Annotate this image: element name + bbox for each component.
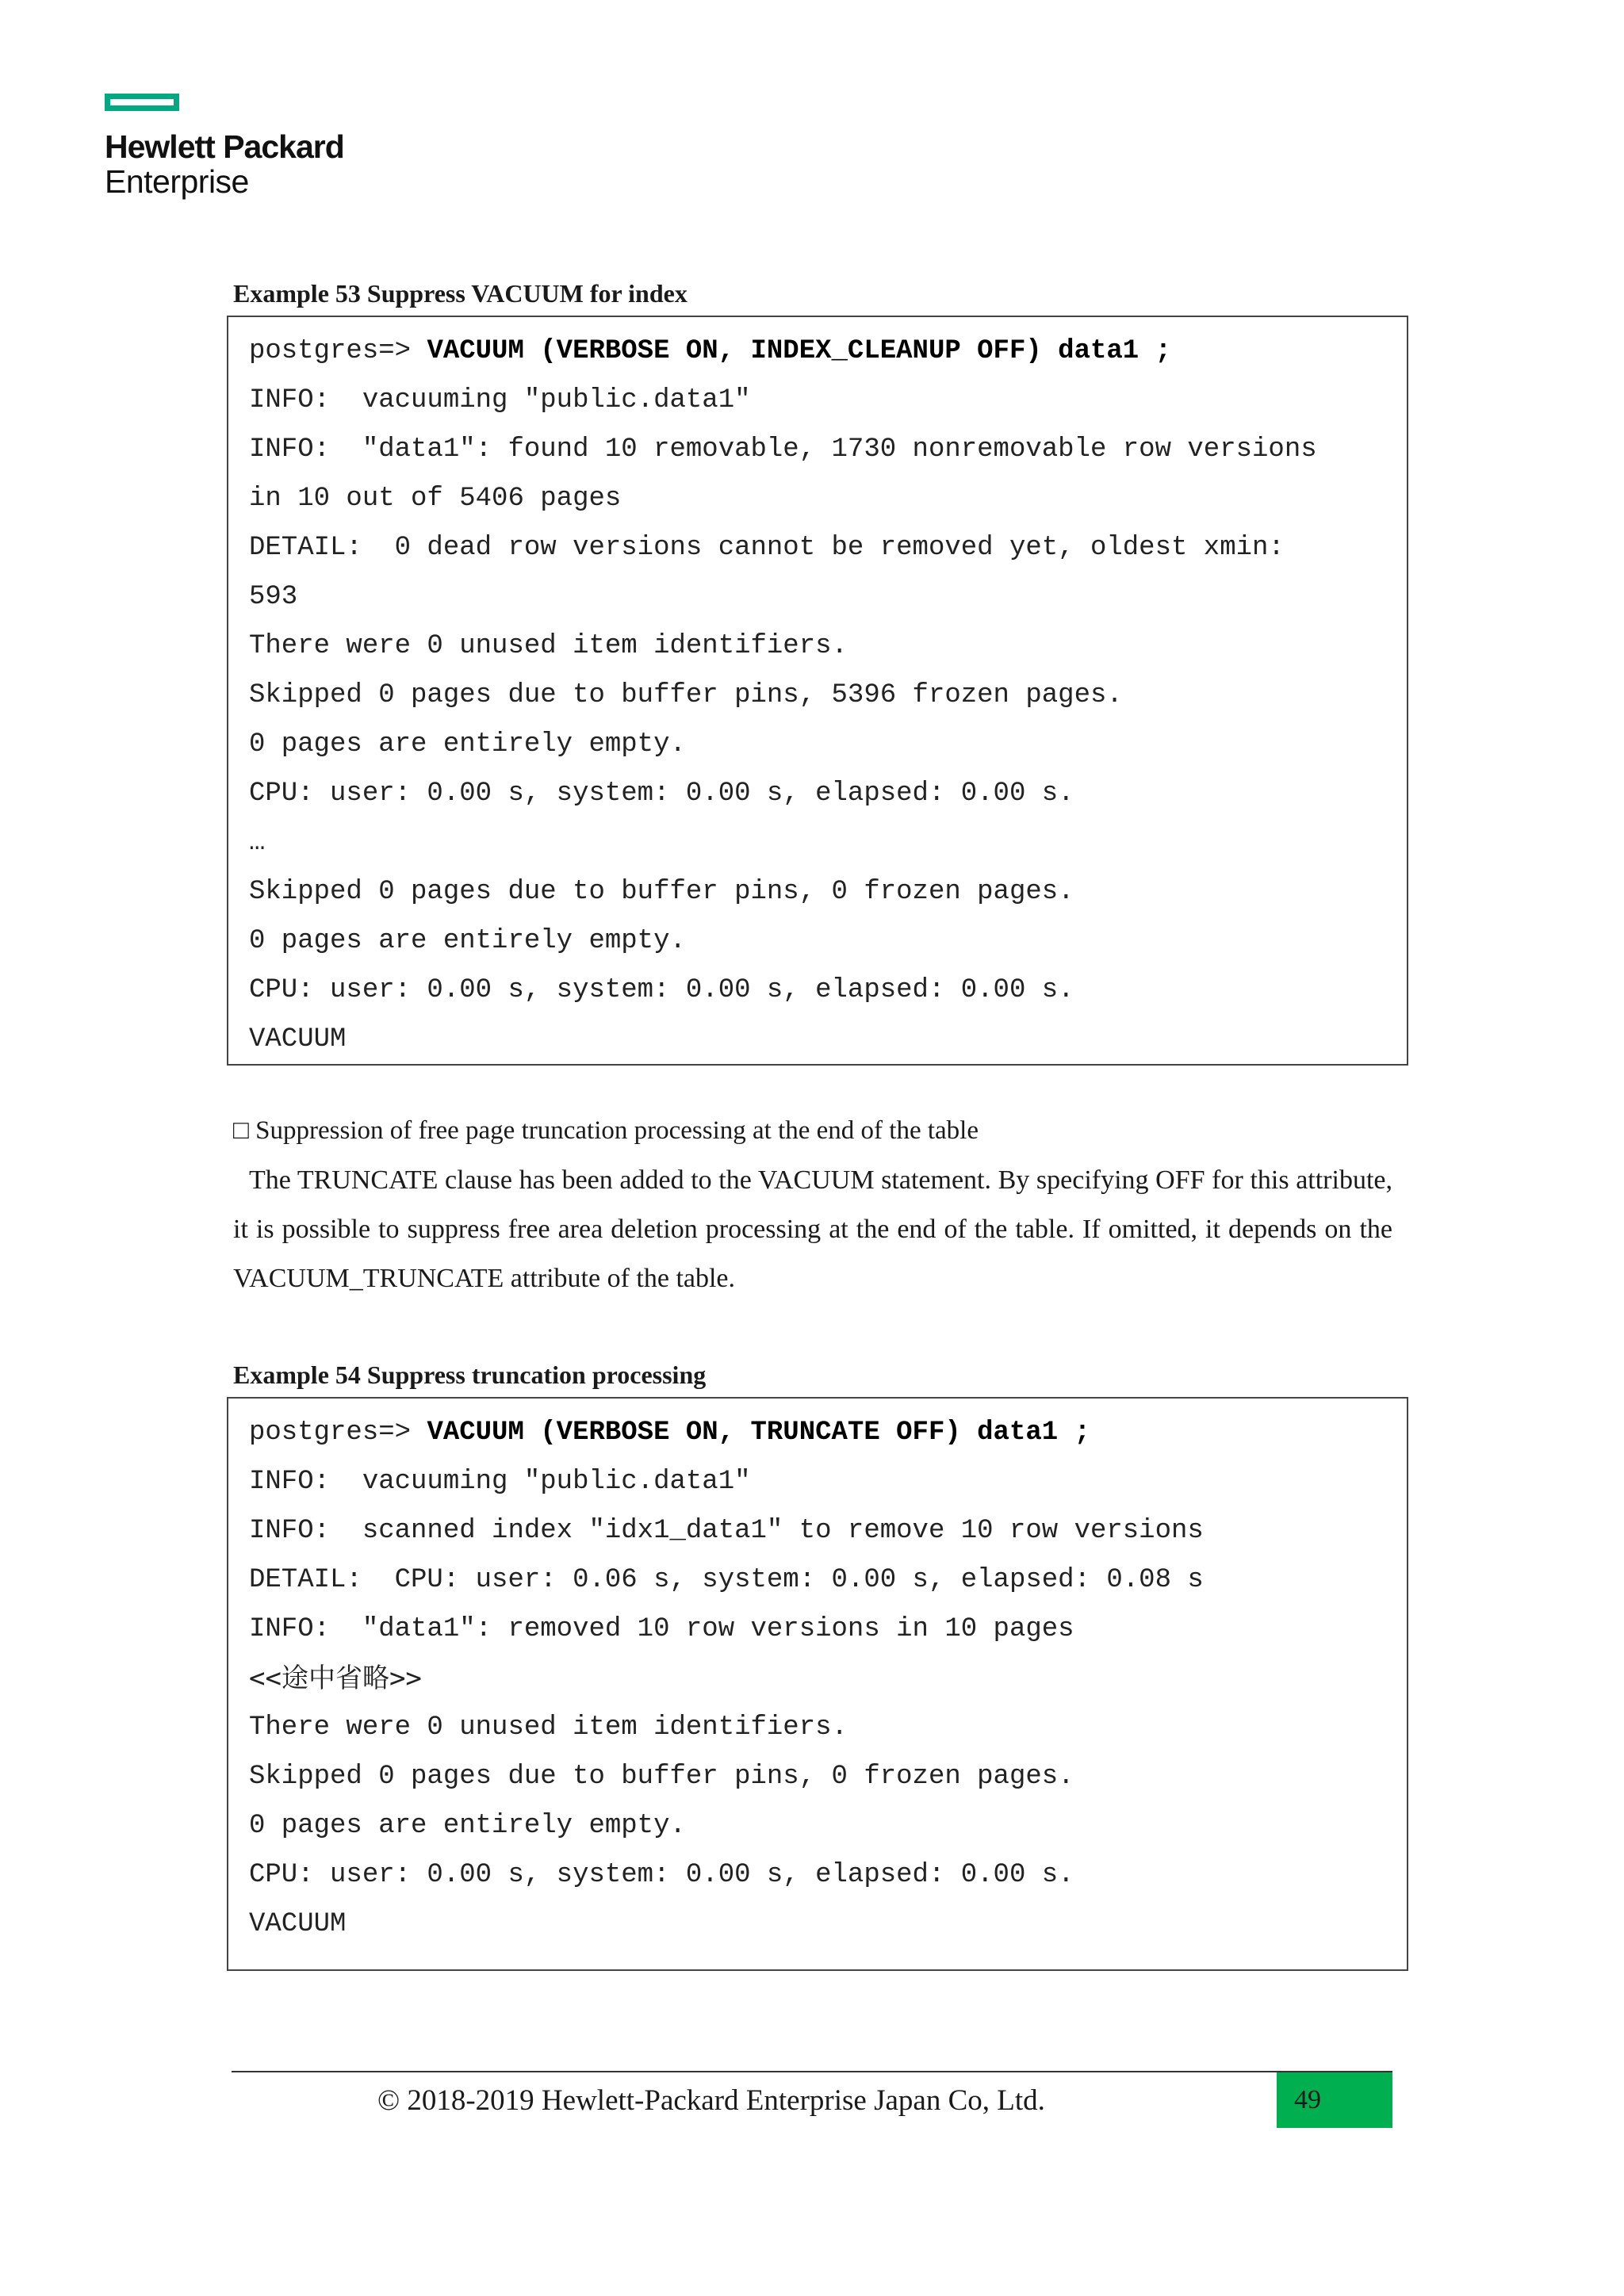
section-title: □ Suppression of free page truncation processing at the end of the table [233,1116,979,1145]
code-line: Skipped 0 pages due to buffer pins, 5396 frozen pages. [249,680,1123,710]
code-line: There were 0 unused item identifiers. [249,1712,848,1743]
code-line: 593 [249,582,298,612]
hpe-logo-mark [105,94,179,111]
code-line: DETAIL: 0 dead row versions cannot be removed yet, oldest xmin: [249,533,1285,563]
code-command-line [249,1408,1407,1457]
code-command-line [249,327,1407,376]
page-number: 49 [1277,2072,1392,2128]
code-line: INFO: vacuuming "public.data1" [249,1467,751,1497]
code-line: Skipped 0 pages due to buffer pins, 0 frozen pages. [249,1762,1074,1792]
code-line: 0 pages are entirely empty. [249,729,686,760]
code-command: VACUUM (VERBOSE ON, TRUNCATE OFF) data1 ; [427,1418,1090,1448]
code-line: DETAIL: CPU: user: 0.06 s, system: 0.00 s, elapsed: 0.08 s [249,1565,1204,1595]
example53-caption: Example 53 Suppress VACUUM for index [233,279,688,308]
footer-copyright: © 2018-2019 Hewlett-Packard Enterprise Japan Co, Ltd. [377,2084,1045,2117]
code-line: INFO: "data1": removed 10 row versions in 10 pages [249,1614,1074,1644]
footer-divider [232,2071,1392,2072]
code-line: … [249,828,266,858]
code-line: CPU: user: 0.00 s, system: 0.00 s, elapsed: 0.00 s. [249,779,1074,809]
code-command: VACUUM (VERBOSE ON, INDEX_CLEANUP OFF) data1 ; [427,336,1171,366]
code-line: INFO: vacuuming "public.data1" [249,385,751,415]
section-paragraph: The TRUNCATE clause has been added to the VACUUM statement. By specifying OFF for this attribute, it is possible to suppress free area deletion processing at the end of the table. If omitted, it depends on the VACUUM_TRUNCATE attribute of the table. [233,1165,1392,1293]
code-line: VACUUM [249,1024,347,1054]
example54-code-box [227,1397,1408,1971]
code-line: There were 0 unused item identifiers. [249,631,848,661]
code-line: 0 pages are entirely empty. [249,926,686,956]
logo-text-line1: Hewlett Packard [105,128,344,165]
code-line: VACUUM [249,1909,347,1939]
example53-code-box [227,316,1408,1066]
code-prompt: postgres=> [249,1418,427,1448]
code-prompt: postgres=> [249,336,427,366]
example54-caption: Example 54 Suppress truncation processing [233,1360,707,1389]
code-line: CPU: user: 0.00 s, system: 0.00 s, elapsed: 0.00 s. [249,975,1074,1005]
code-line: 0 pages are entirely empty. [249,1811,686,1841]
code-line: CPU: user: 0.00 s, system: 0.00 s, elapsed: 0.00 s. [249,1860,1074,1890]
code-line: INFO: "data1": found 10 removable, 1730 nonremovable row versions [249,434,1317,465]
code-line: <<途中省略>> [249,1663,422,1694]
code-line: Skipped 0 pages due to buffer pins, 0 frozen pages. [249,877,1074,907]
logo-text-line2: Enterprise [105,163,249,200]
code-line: INFO: scanned index "idx1_data1" to remove 10 row versions [249,1516,1204,1546]
code-line: in 10 out of 5406 pages [249,484,622,514]
